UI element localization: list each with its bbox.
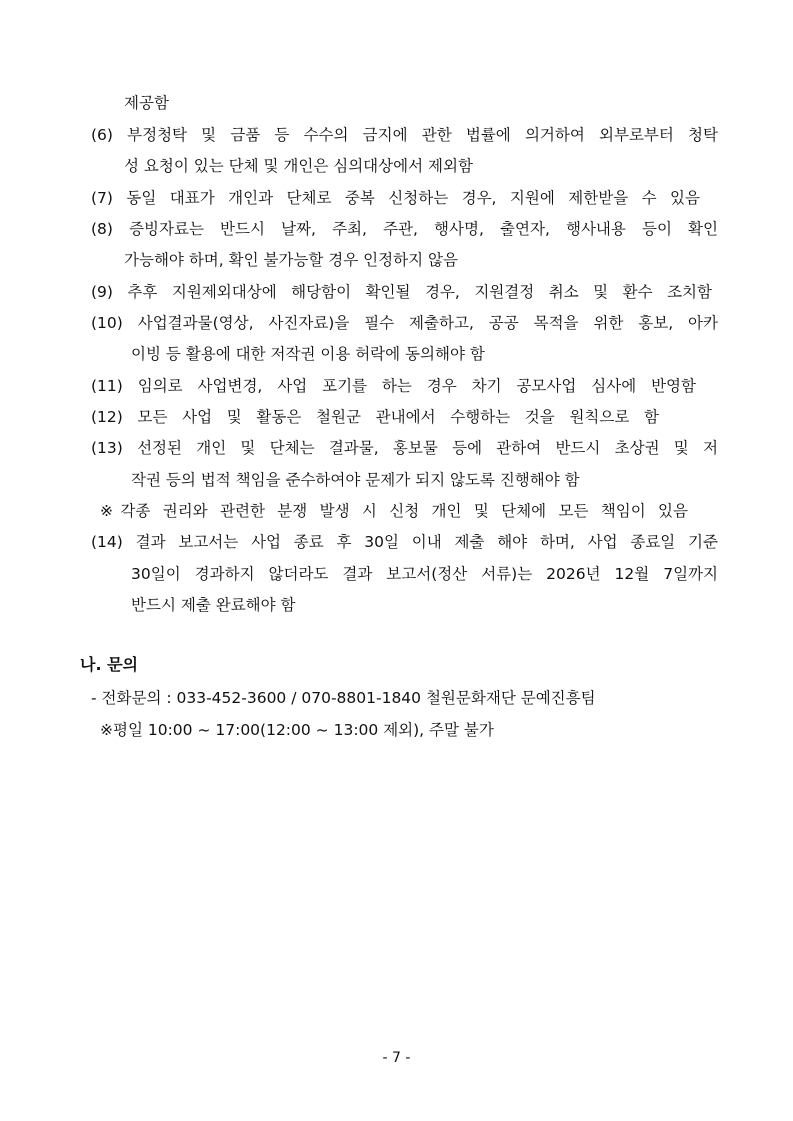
item-12: (12) 모든 사업 및 활동은 철원군 관내에서 수행하는 것을 원칙으로 함 [91,408,659,426]
inquiry-contact: - 전화문의 : 033-452-3600 / 070-8801-1840 철원문화재단 문예진흥팀 [91,689,596,707]
inquiry-heading: 나. 문의 [80,655,139,674]
item-13: (13) 선정된 개인 및 단체는 결과물, 홍보물 등에 관하여 반드시 초상권 및 저 [91,439,718,457]
item-14: (14) 결과 보고서는 사업 종료 후 30일 이내 제출 해야 하며, 사업 종료일 기준 [91,533,718,551]
item-9: (9) 추후 지원제외대상에 해당함이 확인될 경우, 지원결정 취소 및 환수 조치함 [91,283,712,301]
item-8-continuation: 가능해야 하며, 확인 불가능할 경우 인정하지 않음 [124,251,458,269]
item-7: (7) 동일 대표가 개인과 단체로 중복 신청하는 경우, 지원에 제한받을 수 있음 [91,189,700,207]
item-14-continuation-2: 반드시 제출 완료해야 함 [131,596,296,614]
item-10: (10) 사업결과물(영상, 사진자료)을 필수 제출하고, 공공 목적을 위한 홍보, 아카 [91,314,718,332]
item-14-continuation-1: 30일이 경과하지 않더라도 결과 보고서(정산 서류)는 2026년 12월 7일까지 [131,565,718,583]
item-6: (6) 부정청탁 및 금품 등 수수의 금지에 관한 법률에 의거하여 외부로부터 청탁 [91,126,718,144]
item-8: (8) 증빙자료는 반드시 날짜, 주최, 주관, 행사명, 출연자, 행사내용 등이 확인 [91,220,718,238]
page-number: - 7 - [382,1050,411,1066]
item-11: (11) 임의로 사업변경, 사업 포기를 하는 경우 차기 공모사업 심사에 반영함 [91,377,696,395]
item-6-continuation: 성 요청이 있는 단체 및 개인은 심의대상에서 제외함 [124,157,473,175]
rights-note: ※각종 권리와 관련한 분쟁 발생 시 신청 개인 및 단체에 모든 책임이 있음 [100,502,688,520]
item-5-continuation: 제공함 [124,94,169,112]
item-13-continuation: 작권 등의 법적 책임을 준수하여야 문제가 되지 않도록 진행해야 함 [131,471,580,489]
item-10-continuation: 이빙 등 활용에 대한 저작권 이용 허락에 동의해야 함 [131,345,485,363]
inquiry-hours: ※평일 10:00 ~ 17:00(12:00 ~ 13:00 제외), 주말 불가 [100,721,494,739]
